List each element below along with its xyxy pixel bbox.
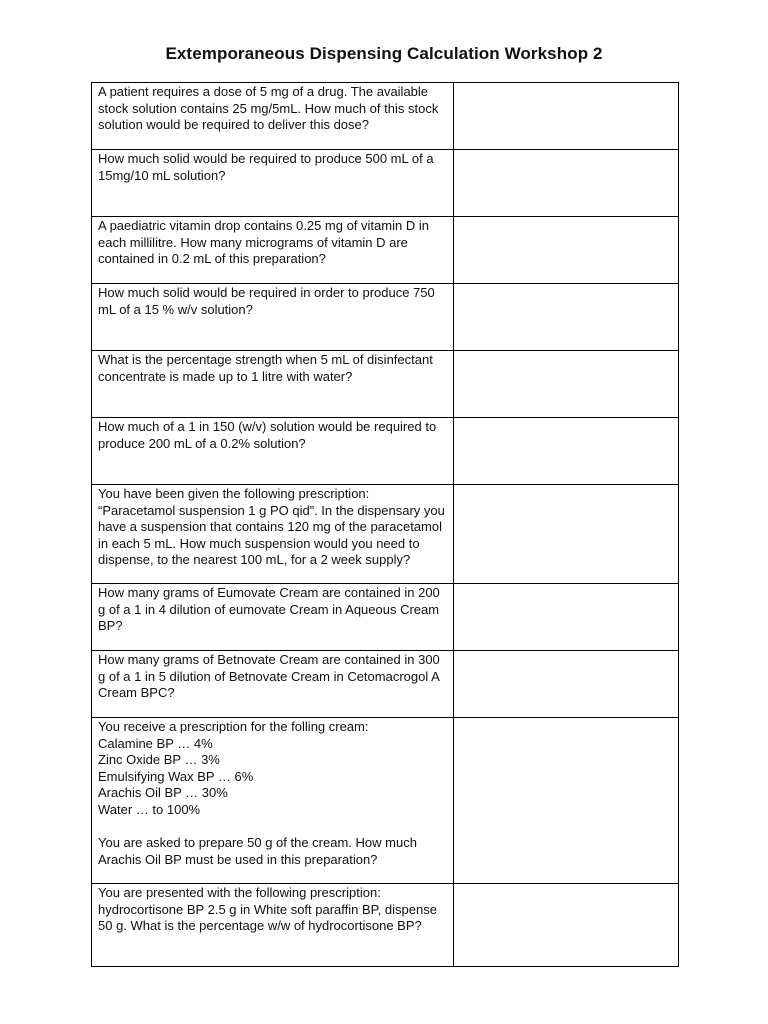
table-row (92, 485, 679, 584)
question-text: How many grams of Eumovate Cream are contained in 200 g of a 1 in 4 dilution of eumovate Cream in Aqueous Cream BP? (98, 585, 440, 634)
answer-cell[interactable] (454, 718, 679, 884)
table-row (92, 217, 679, 284)
answer-cell[interactable] (454, 351, 679, 418)
question-text: What is the percentage strength when 5 mL of disinfectant concentrate is made up to 1 litre with water? (98, 352, 433, 384)
question-table (91, 82, 679, 967)
question-text: A patient requires a dose of 5 mg of a drug. The available stock solution contains 25 mg/5mL. How much of this stock solution would be required to deliver this dose? (98, 84, 439, 133)
answer-cell[interactable] (454, 83, 679, 150)
question-cell (92, 351, 454, 418)
question-text: How much solid would be required in order to produce 750 mL of a 15 % w/v solution? (98, 285, 435, 317)
answer-cell[interactable] (454, 150, 679, 217)
table-row (92, 718, 679, 884)
table-row (92, 351, 679, 418)
table-row (92, 584, 679, 651)
answer-cell[interactable] (454, 884, 679, 967)
question-text: You are presented with the following prescription: hydrocortisone BP 2.5 g in White soft paraffin BP, dispense 50 g. What is the percentage w/w of hydrocortisone BP? (98, 885, 437, 934)
answer-cell[interactable] (454, 217, 679, 284)
question-cell (92, 584, 454, 651)
table-row (92, 651, 679, 718)
question-cell (92, 884, 454, 967)
table-row (92, 284, 679, 351)
question-cell (92, 217, 454, 284)
question-cell (92, 150, 454, 217)
table-row (92, 83, 679, 150)
question-cell (92, 651, 454, 718)
table-row (92, 150, 679, 217)
question-text: You receive a prescription for the folling cream: Calamine BP … 4% Zinc Oxide BP … 3% Emulsifying Wax BP … 6% Arachis Oil BP … 30% Water … to 100% You are asked to prepare 50 g of the cream. How much Arachis Oil BP must be used in this preparation? (98, 719, 417, 867)
question-text: You have been given the following prescription: “Paracetamol suspension 1 g PO qid”. In the dispensary you have a suspension that contains 120 mg of the paracetamol in each 5 mL. How much suspension would you need to dispense, to the nearest 100 mL, for a 2 week supply? (98, 486, 445, 568)
answer-cell[interactable] (454, 418, 679, 485)
page-title: Extemporaneous Dispensing Calculation Workshop 2 (165, 44, 603, 63)
question-cell (92, 284, 454, 351)
question-text: How much solid would be required to produce 500 mL of a 15mg/10 mL solution? (98, 151, 434, 183)
question-cell (92, 418, 454, 485)
question-text: How much of a 1 in 150 (w/v) solution would be required to produce 200 mL of a 0.2% solution? (98, 419, 437, 451)
answer-cell[interactable] (454, 284, 679, 351)
answer-cell[interactable] (454, 584, 679, 651)
question-cell (92, 83, 454, 150)
question-cell (92, 485, 454, 584)
question-text: How many grams of Betnovate Cream are contained in 300 g of a 1 in 5 dilution of Betnovate Cream in Cetomacrogol A Cream BPC? (98, 652, 440, 701)
table-row (92, 418, 679, 485)
table-row (92, 884, 679, 967)
answer-cell[interactable] (454, 651, 679, 718)
answer-cell[interactable] (454, 485, 679, 584)
question-cell (92, 718, 454, 884)
question-text: A paediatric vitamin drop contains 0.25 mg of vitamin D in each millilitre. How many micrograms of vitamin D are contained in 0.2 mL of this preparation? (98, 218, 429, 267)
